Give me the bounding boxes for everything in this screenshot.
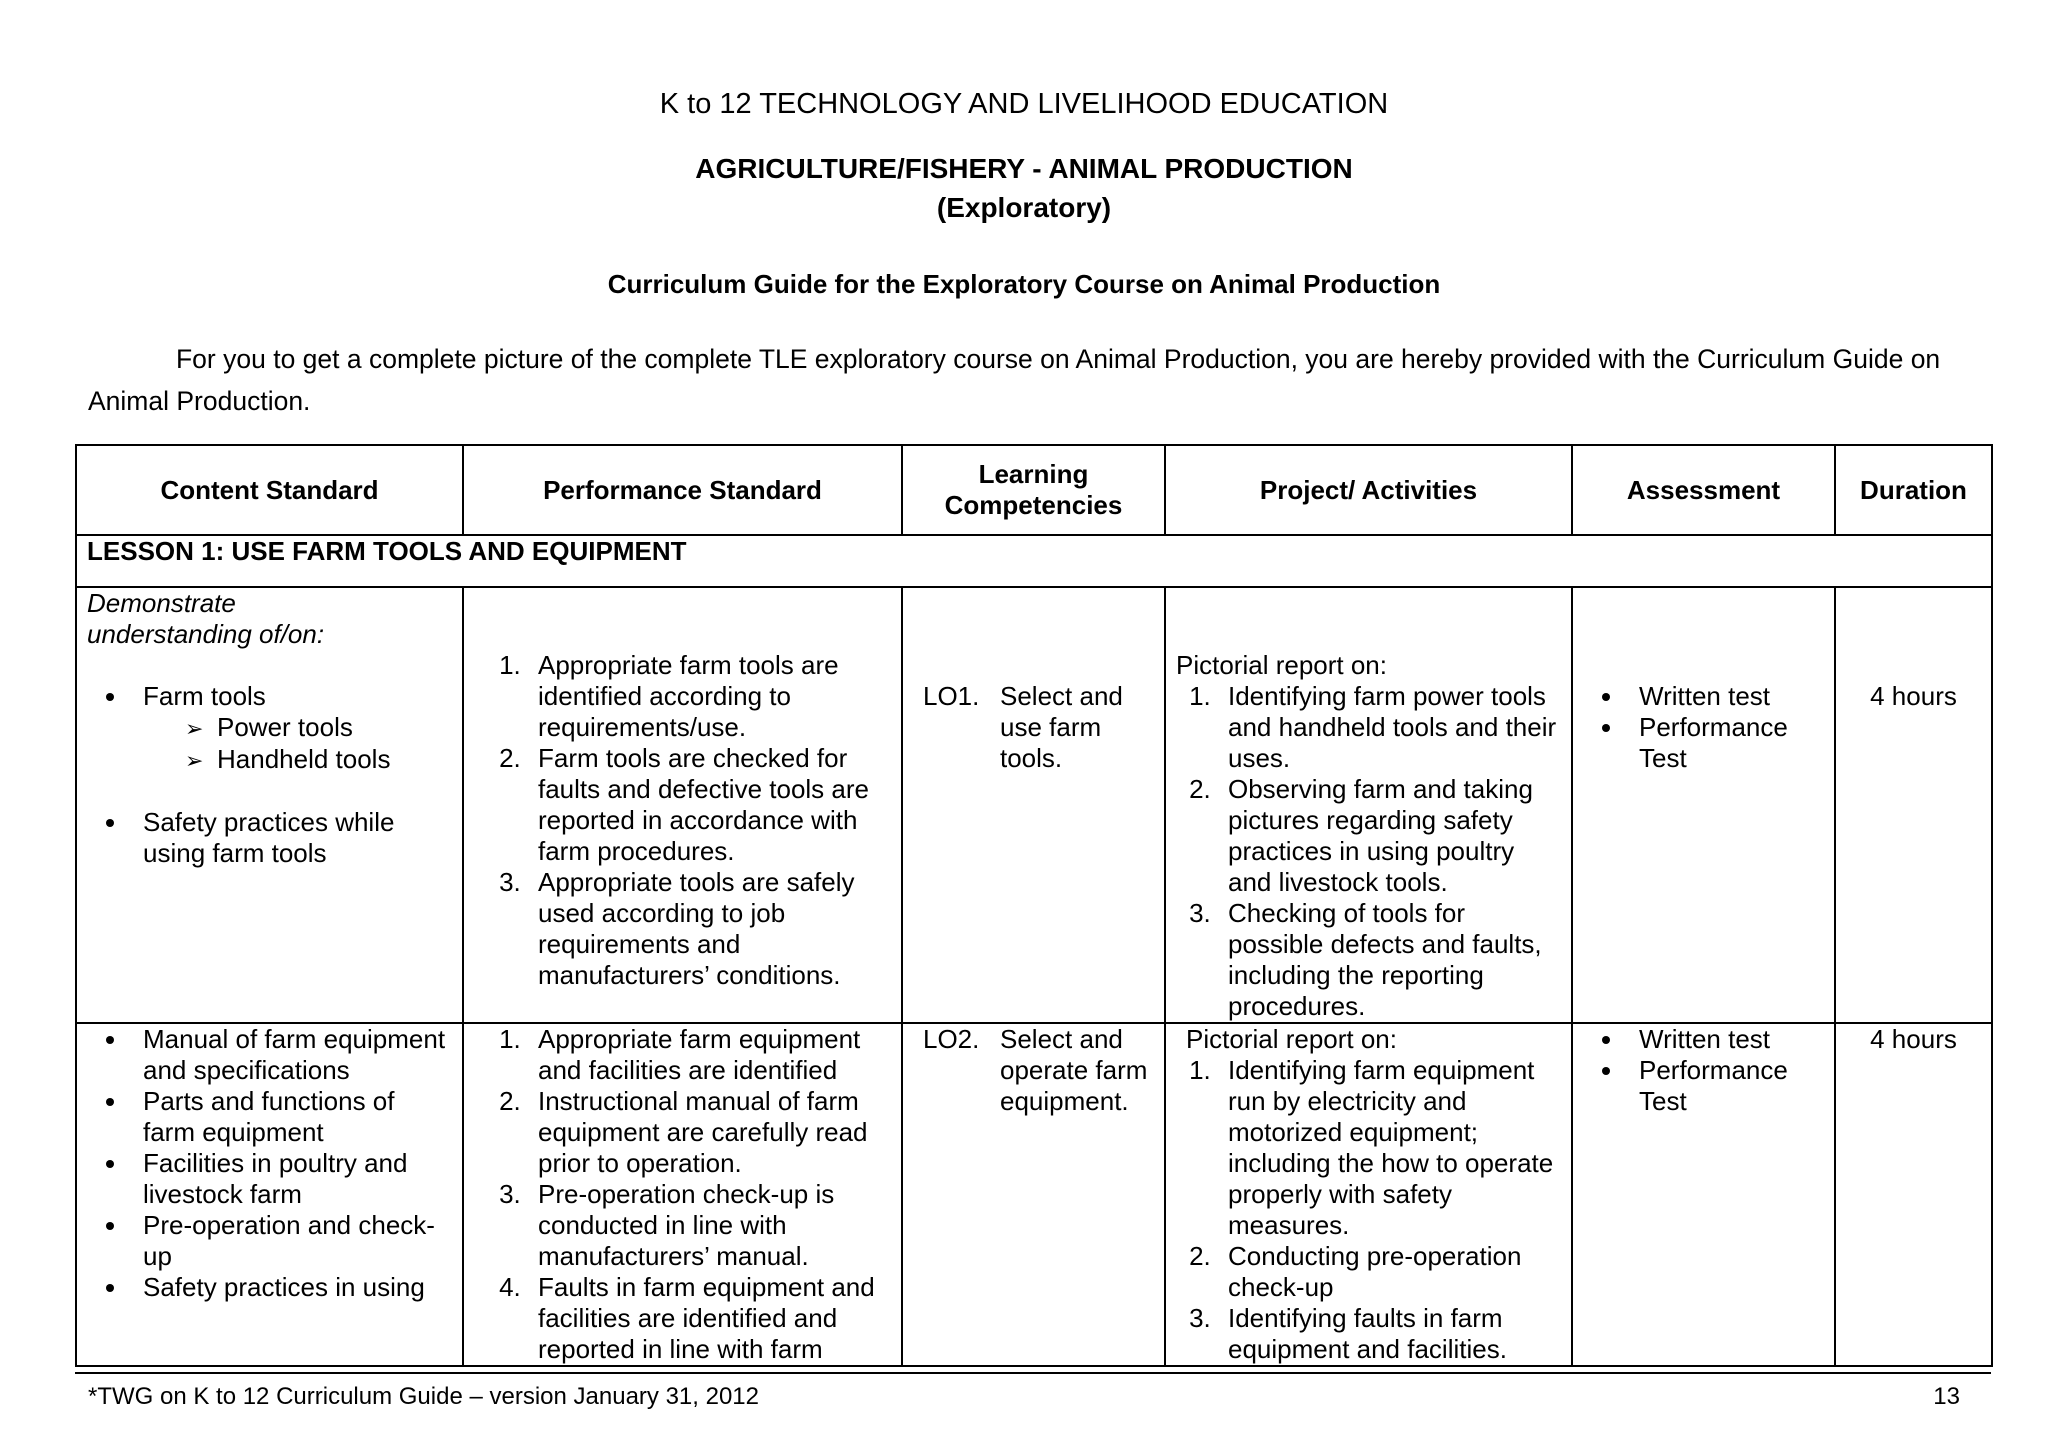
performance-list	[474, 650, 891, 991]
project-intro: Pictorial report on:	[1176, 650, 1387, 680]
list-item: 3. Pre-operation check-up is conducted in line with manufacturers’ manual.	[528, 1179, 891, 1272]
lo-text: Select and operate farm equipment.	[1000, 1024, 1148, 1116]
list-item: ➢ Handheld tools	[171, 744, 452, 776]
list-item: • Facilities in poultry and livestock farm	[129, 1148, 452, 1210]
col-header-assessment: Assessment	[1572, 445, 1835, 535]
list-item: 4. Faults in farm equipment and facilities are identified and reported in line with farm	[528, 1272, 891, 1365]
list-item: • Pre-operation and check-up	[129, 1210, 452, 1272]
table-row	[76, 587, 1992, 1023]
duration-cell	[1835, 587, 1992, 1023]
assessment-cell	[1572, 587, 1835, 1023]
intro-paragraph: For you to get a complete picture of the complete TLE exploratory course on Animal Production, you are hereby provided with the Curriculum Guide on Animal Production.	[88, 344, 1941, 416]
performance-standard-cell	[463, 587, 902, 1023]
course-type: (Exploratory)	[936, 192, 1112, 223]
lo-text: Select and use farm tools.	[1000, 681, 1123, 773]
footer-note: *TWG on K to 12 Curriculum Guide – version January 31, 2012	[88, 1383, 759, 1410]
program-title: K to 12 TECHNOLOGY AND LIVELIHOOD EDUCATION	[659, 88, 1389, 120]
list-item: ➢ Power tools	[171, 712, 452, 744]
content-list	[87, 1024, 452, 1303]
list-item: 2. Conducting pre-operation check-up	[1218, 1241, 1561, 1303]
project-activities-cell	[1165, 587, 1572, 1023]
project-list	[1176, 1055, 1561, 1365]
col-header-project-activities: Project/ Activities	[1165, 445, 1572, 535]
list-item: • Written test	[1625, 1024, 1824, 1055]
list-item: 1. Appropriate farm tools are identified according to requirements/use.	[528, 650, 891, 743]
performance-standard-cell	[463, 1023, 902, 1366]
list-item: • Parts and functions of farm equipment	[129, 1086, 452, 1148]
page-number: 13	[1933, 1383, 1960, 1410]
list-item: 1. Appropriate farm equipment and facilities are identified	[528, 1024, 891, 1086]
learning-competency-cell	[902, 1023, 1165, 1366]
lesson-title: LESSON 1: USE FARM TOOLS AND EQUIPMENT	[76, 535, 1992, 587]
curriculum-table	[75, 444, 1993, 1367]
col-header-duration: Duration	[1835, 445, 1992, 535]
col-header-performance-standard: Performance Standard	[463, 445, 902, 535]
project-activities-cell	[1165, 1023, 1572, 1366]
duration-value: 4 hours	[1870, 1024, 1957, 1054]
list-item: 3. Appropriate tools are safely used according to job requirements and manufacturers’ conditions.	[528, 867, 891, 991]
content-standard-cell	[76, 1023, 463, 1366]
guide-title: Curriculum Guide for the Exploratory Course on Animal Production	[607, 269, 1441, 299]
project-list	[1176, 681, 1561, 1022]
assessment-list	[1583, 681, 1824, 774]
lo-entry	[913, 1024, 1154, 1117]
course-title: AGRICULTURE/FISHERY - ANIMAL PRODUCTION	[695, 153, 1353, 184]
content-intro: Demonstrate understanding of/on:	[87, 588, 325, 649]
list-item: 1. Identifying farm equipment run by electricity and motorized equipment; including the how to operate properly with safety measures.	[1218, 1055, 1561, 1241]
list-item: • Performance Test	[1625, 712, 1824, 774]
assessment-cell	[1572, 1023, 1835, 1366]
assessment-list	[1583, 1024, 1824, 1117]
header-row	[76, 445, 1992, 535]
list-item: • Written test	[1625, 681, 1824, 712]
project-intro: Pictorial report on:	[1186, 1024, 1397, 1054]
list-item: 3. Identifying faults in farm equipment and facilities.	[1218, 1303, 1561, 1365]
list-item: • Safety practices in using	[129, 1272, 452, 1303]
col-header-content-standard: Content Standard	[76, 445, 463, 535]
list-item: 3. Checking of tools for possible defects and faults, including the reporting procedures.	[1218, 898, 1561, 1022]
list-item: • Manual of farm equipment and specifications	[129, 1024, 452, 1086]
list-item: • Safety practices while using farm tools	[129, 807, 452, 869]
list-item: • Performance Test	[1625, 1055, 1824, 1117]
learning-competency-cell	[902, 587, 1165, 1023]
list-item: 1. Identifying farm power tools and handheld tools and their uses.	[1218, 681, 1561, 774]
performance-list	[474, 1024, 891, 1365]
lesson-row	[76, 535, 1992, 587]
lo-number: LO2.	[923, 1024, 980, 1054]
list-item: 2. Farm tools are checked for faults and defective tools are reported in accordance with farm procedures.	[528, 743, 891, 867]
duration-value: 4 hours	[1870, 681, 1957, 711]
lo-number: LO1.	[923, 681, 980, 711]
content-item: Farm tools	[143, 681, 266, 711]
content-list	[87, 681, 452, 869]
sub-list	[143, 712, 452, 776]
duration-cell	[1835, 1023, 1992, 1366]
footer-divider	[75, 1372, 1991, 1374]
col-header-learning-competencies: Learning Competencies	[902, 445, 1165, 535]
list-item: 2. Instructional manual of farm equipment are carefully read prior to operation.	[528, 1086, 891, 1179]
list-item: 2. Observing farm and taking pictures regarding safety practices in using poultry and livestock tools.	[1218, 774, 1561, 898]
list-item	[129, 681, 452, 776]
content-standard-cell	[76, 587, 463, 1023]
table-row	[76, 1023, 1992, 1366]
lo-entry	[913, 681, 1154, 774]
